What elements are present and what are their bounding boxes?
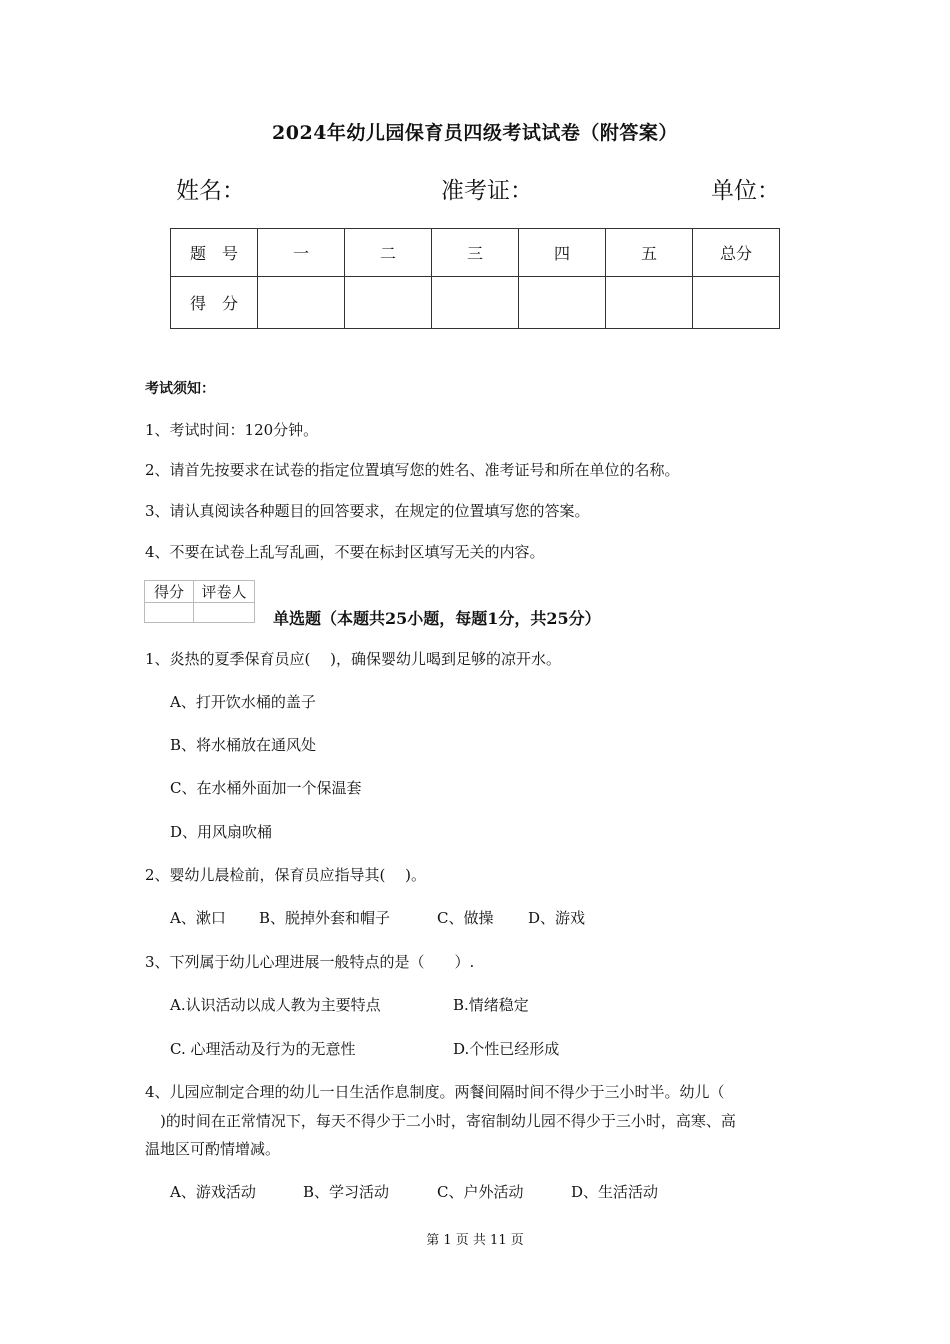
score-input-cell[interactable] bbox=[693, 277, 780, 329]
question-4-option: D、生活活动 bbox=[571, 1183, 659, 1201]
question-4-stem-line: )的时间在正常情况下，每天不得少于二小时，寄宿制幼儿园不得少于三小时，高寒、高 bbox=[145, 1112, 736, 1130]
question-1-option: C、在水桶外面加一个保温套 bbox=[170, 779, 362, 797]
question-4-option: B、学习活动 bbox=[303, 1183, 390, 1201]
grader-box-grader-cell[interactable] bbox=[194, 603, 255, 623]
note-item: 4、不要在试卷上乱写乱画，不要在标封区填写无关的内容。 bbox=[145, 543, 545, 561]
note-item: 2、请首先按要求在试卷的指定位置填写您的姓名、准考证号和所在单位的名称。 bbox=[145, 461, 680, 479]
name-field-label: 姓名： bbox=[176, 178, 245, 204]
question-1-stem: 1、炎热的夏季保育员应( )，确保婴幼儿喝到足够的凉开水。 bbox=[145, 650, 562, 668]
score-table-header-cell: 一 bbox=[258, 229, 345, 277]
score-input-cell[interactable] bbox=[258, 277, 345, 329]
score-row-label: 得 分 bbox=[171, 277, 258, 329]
question-2-option: D、游戏 bbox=[528, 909, 586, 927]
score-table-header-cell: 总分 bbox=[693, 229, 780, 277]
section-title: 单选题（本题共25小题，每题1分，共25分） bbox=[273, 609, 601, 628]
score-table-header-cell: 二 bbox=[345, 229, 432, 277]
question-1-option: A、打开饮水桶的盖子 bbox=[170, 693, 316, 711]
question-2-stem: 2、婴幼儿晨检前，保育员应指导其( )。 bbox=[145, 866, 427, 884]
page-footer: 第 1 页 共 11 页 bbox=[426, 1233, 524, 1248]
score-table-header-cell: 三 bbox=[432, 229, 519, 277]
question-2-option: B、脱掉外套和帽子 bbox=[259, 909, 391, 927]
grader-box-grader-label: 评卷人 bbox=[194, 581, 255, 603]
question-1-option: D、用风扇吹桶 bbox=[170, 823, 273, 841]
score-input-cell[interactable] bbox=[606, 277, 693, 329]
note-item: 1、考试时间：120分钟。 bbox=[145, 421, 319, 439]
question-4-option: A、游戏活动 bbox=[170, 1183, 256, 1201]
score-table-header-row bbox=[171, 229, 780, 277]
score-input-cell[interactable] bbox=[345, 277, 432, 329]
question-4-stem-line: 4、儿园应制定合理的幼儿一日生活作息制度。两餐间隔时间不得少于三小时半。幼儿（ bbox=[145, 1083, 725, 1101]
question-1-option: B、将水桶放在通风处 bbox=[170, 736, 317, 754]
question-3-option: D.个性已经形成 bbox=[453, 1040, 560, 1058]
score-table-header-cell: 四 bbox=[519, 229, 606, 277]
grader-box bbox=[144, 580, 255, 623]
score-table-header-cell: 五 bbox=[606, 229, 693, 277]
grader-box-score-cell[interactable] bbox=[145, 603, 194, 623]
question-3-option: C. 心理活动及行为的无意性 bbox=[170, 1040, 356, 1058]
score-input-cell[interactable] bbox=[519, 277, 606, 329]
question-2-option: A、漱口 bbox=[170, 909, 226, 927]
exam-number-field-label: 准考证： bbox=[441, 178, 533, 204]
unit-field-label: 单位： bbox=[711, 178, 780, 204]
question-3-option: A.认识活动以成人教为主要特点 bbox=[170, 996, 381, 1014]
exam-title: 2024年幼儿园保育员四级考试试卷（附答案） bbox=[272, 122, 678, 144]
question-3-stem: 3、下列属于幼儿心理进展一般特点的是（ ）. bbox=[145, 953, 475, 971]
question-4-stem-line: 温地区可酌情增减。 bbox=[145, 1140, 281, 1158]
score-table-score-row bbox=[171, 277, 780, 329]
question-3-option: B.情绪稳定 bbox=[453, 996, 529, 1014]
score-input-cell[interactable] bbox=[432, 277, 519, 329]
score-table-header-cell: 题 号 bbox=[171, 229, 258, 277]
question-4-option: C、户外活动 bbox=[437, 1183, 524, 1201]
notes-heading: 考试须知： bbox=[145, 381, 215, 397]
question-2-option: C、做操 bbox=[437, 909, 494, 927]
grader-box-score-label: 得分 bbox=[145, 581, 194, 603]
note-item: 3、请认真阅读各种题目的回答要求，在规定的位置填写您的答案。 bbox=[145, 502, 590, 520]
score-table bbox=[170, 228, 780, 329]
